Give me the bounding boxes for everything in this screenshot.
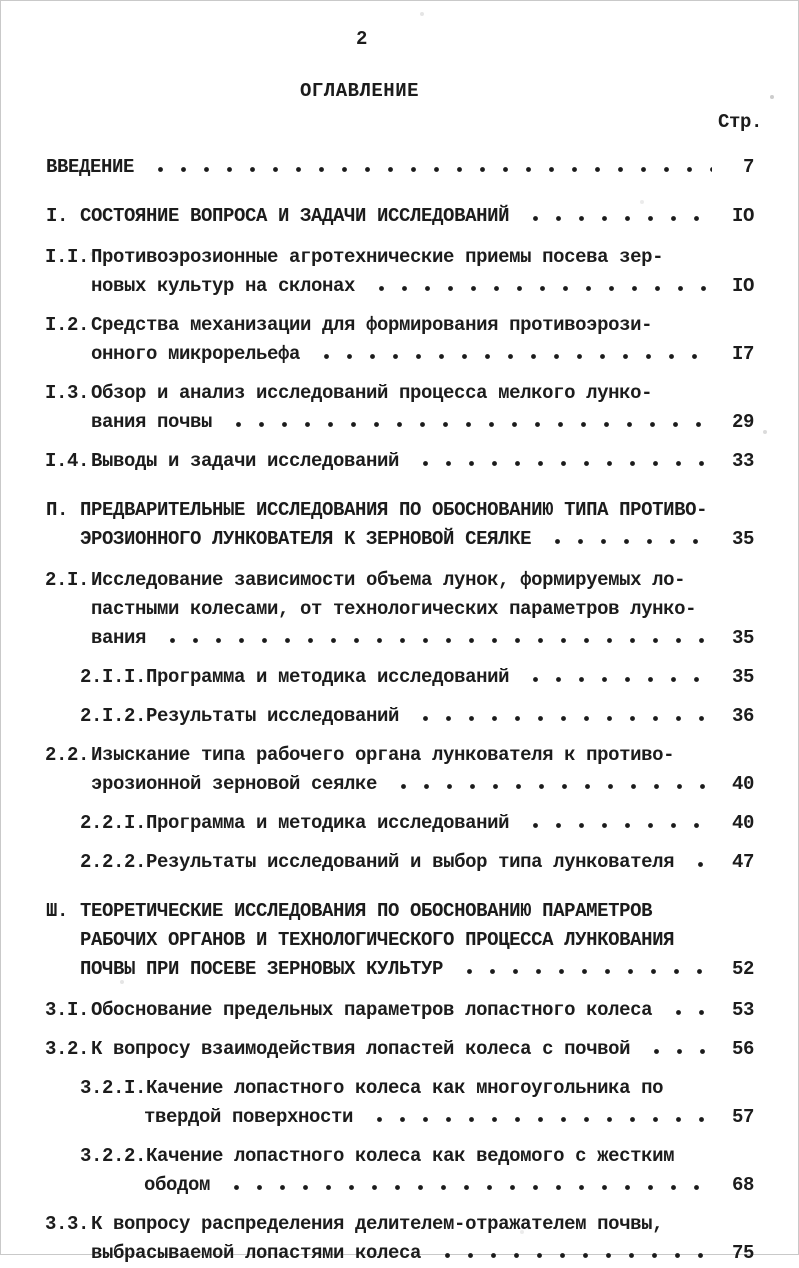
dot-leader: [157, 638, 712, 643]
entry-page-number: 7: [742, 156, 754, 178]
entry-text: Программа и методика исследований: [146, 666, 510, 688]
entry-label: 3.2.2.: [80, 1145, 147, 1167]
toc-entry: [1, 153, 798, 182]
dot-leader: [410, 461, 712, 466]
entry-text: онного микрорельефа: [91, 343, 301, 365]
entry-page-number: 40: [731, 812, 754, 834]
entry-text: ПРЕДВАРИТЕЛЬНЫЕ ИССЛЕДОВАНИЯ ПО ОБОСНОВАНИЮ ТИПА ПРОТИВО-: [80, 499, 708, 521]
dot-leader: [366, 286, 712, 291]
dot-leader: [685, 862, 712, 867]
toc-entry-line: [1, 1035, 798, 1064]
entry-text: Результаты исследований и выбор типа лункователя: [146, 851, 675, 873]
entry-text: ЭРОЗИОННОГО ЛУНКОВАТЕЛЯ К ЗЕРНОВОЙ СЕЯЛКЕ: [80, 528, 532, 550]
toc-entry-line: [1, 243, 798, 272]
entry-page-number: 53: [731, 999, 754, 1021]
entry-text: пастными колесами, от технологических параметров лунко-: [91, 598, 697, 620]
toc-entry: [1, 379, 798, 437]
entry-text: Средства механизации для формирования противоэрози-: [91, 314, 653, 336]
toc-entry: [1, 496, 798, 554]
entry-label: 2.2.I.: [80, 812, 147, 834]
entry-text: Выводы и задачи исследований: [91, 450, 400, 472]
entry-text: выбрасываемой лопастями колеса: [91, 1242, 422, 1264]
entry-page-number: 52: [731, 958, 754, 980]
entry-text: Обзор и анализ исследований процесса мелкого лунко-: [91, 382, 653, 404]
entry-text: Программа и методика исследований: [146, 812, 510, 834]
entry-page-number: 57: [731, 1106, 754, 1128]
dot-leader: [432, 1253, 712, 1258]
toc-entry: [1, 848, 798, 877]
dot-leader: [364, 1117, 712, 1122]
entry-text: ободом: [144, 1174, 211, 1196]
entry-label: 3.2.I.: [80, 1077, 147, 1099]
entry-page-number: 36: [731, 705, 754, 727]
toc-entry-line: [1, 566, 798, 595]
toc-entry-line: [1, 996, 798, 1025]
toc-entry: [1, 897, 798, 984]
entry-text: твердой поверхности: [144, 1106, 354, 1128]
toc-entry: [1, 1142, 798, 1200]
entry-text: эрозионной зерновой сеялке: [91, 773, 378, 795]
entry-label: 2.2.2.: [80, 851, 147, 873]
entry-text: Противоэрозионные агротехнические приемы посева зер-: [91, 246, 664, 268]
toc-entry-line: [1, 926, 798, 955]
toc-entry-line: [1, 311, 798, 340]
entry-text: Изыскание типа рабочего органа лункователя к противо-: [91, 744, 675, 766]
toc-entry-line: [1, 1074, 798, 1103]
toc-entry-line: [1, 663, 798, 692]
page-title: ОГЛАВЛЕНИЕ: [299, 80, 420, 102]
entry-label: I.2.: [45, 314, 90, 336]
toc-entry-line: [1, 595, 798, 624]
entry-page-number: 56: [731, 1038, 754, 1060]
entry-text: Результаты исследований: [146, 705, 400, 727]
entry-page-number: IO: [731, 205, 754, 227]
dot-leader: [520, 677, 712, 682]
toc-entry: [1, 809, 798, 838]
entry-text: Исследование зависимости объема лунок, формируемых ло-: [91, 569, 686, 591]
toc-entry-line: [1, 525, 798, 554]
toc-entry-line: [1, 770, 798, 799]
entry-page-number: 47: [731, 851, 754, 873]
toc-entry-line: [1, 1171, 798, 1200]
dot-leader: [311, 354, 712, 359]
dot-leader: [388, 784, 712, 789]
toc-entry-line: [1, 1210, 798, 1239]
toc-entry-line: [1, 955, 798, 984]
entry-text: РАБОЧИХ ОРГАНОВ И ТЕХНОЛОГИЧЕСКОГО ПРОЦЕССА ЛУНКОВАНИЯ: [80, 929, 675, 951]
entry-page-number: 29: [731, 411, 754, 433]
entry-label: 3.I.: [45, 999, 90, 1021]
toc-entry: [1, 996, 798, 1025]
toc-entry-line: [1, 202, 798, 231]
entry-page-number: 33: [731, 450, 754, 472]
toc-entry-line: [1, 272, 798, 301]
entry-label: П.: [46, 499, 69, 521]
dot-leader: [223, 422, 712, 427]
toc-entry: [1, 566, 798, 653]
entry-label: I.3.: [45, 382, 90, 404]
entry-label: 3.3.: [45, 1213, 90, 1235]
dot-leader: [454, 969, 712, 974]
dot-leader: [542, 539, 712, 544]
dot-leader: [520, 216, 712, 221]
entry-page-number: 35: [731, 666, 754, 688]
entry-label: 2.I.: [45, 569, 90, 591]
toc-entry: [1, 1074, 798, 1132]
entry-label: I.I.: [45, 246, 90, 268]
toc-entry-line: [1, 1239, 798, 1268]
entry-text: ВВЕДЕНИЕ: [46, 156, 135, 178]
toc-entry: [1, 663, 798, 692]
toc-entry-line: [1, 340, 798, 369]
entry-text: ПОЧВЫ ПРИ ПОСЕВЕ ЗЕРНОВЫХ КУЛЬТУР: [80, 958, 444, 980]
entry-text: вания: [91, 627, 147, 649]
toc-entry: [1, 741, 798, 799]
entry-label: 3.2.: [45, 1038, 90, 1060]
toc-entry-line: [1, 1103, 798, 1132]
scan-noise: [1, 1, 3, 3]
toc-entry-line: [1, 702, 798, 731]
scanned-toc-page: [1, 1, 798, 1264]
toc-entry-line: [1, 848, 798, 877]
toc-entry: [1, 202, 798, 231]
dot-leader: [410, 716, 712, 721]
toc-entry-line: [1, 153, 798, 182]
toc-entry-line: [1, 809, 798, 838]
toc-entry-line: [1, 741, 798, 770]
entry-label: 2.I.I.: [80, 666, 147, 688]
toc-entry: [1, 311, 798, 369]
toc-entry-line: [1, 624, 798, 653]
toc-entry: [1, 243, 798, 301]
entry-text: Качение лопастного колеса как ведомого с жестким: [146, 1145, 675, 1167]
entry-page-number: IO: [731, 275, 754, 297]
entry-page-number: 40: [731, 773, 754, 795]
entry-text: Качение лопастного колеса как многоугольника по: [146, 1077, 664, 1099]
toc-entry-line: [1, 496, 798, 525]
entry-text: вания почвы: [91, 411, 213, 433]
toc-entry-line: [1, 379, 798, 408]
entry-page-number: 35: [731, 528, 754, 550]
toc-entry-line: [1, 408, 798, 437]
entry-label: I.4.: [45, 450, 90, 472]
toc-entry-line: [1, 447, 798, 476]
dot-leader: [520, 823, 712, 828]
entry-text: К вопросу взаимодействия лопастей колеса с почвой: [91, 1038, 631, 1060]
toc-entry: [1, 1210, 798, 1268]
entry-page-number: I7: [731, 343, 754, 365]
toc-entry-line: [1, 1142, 798, 1171]
dot-leader: [145, 167, 712, 172]
toc-entry: [1, 447, 798, 476]
entry-page-number: 35: [731, 627, 754, 649]
entry-page-number: 75: [731, 1242, 754, 1264]
entry-label: Ш.: [46, 900, 69, 922]
entry-text: новых культур на склонах: [91, 275, 356, 297]
toc-entry-line: [1, 897, 798, 926]
dot-leader: [663, 1010, 712, 1015]
toc-entries: [1, 153, 798, 1268]
entry-label: I.: [46, 205, 69, 227]
entry-text: Обоснование предельных параметров лопастного колеса: [91, 999, 653, 1021]
entry-text: ТЕОРЕТИЧЕСКИЕ ИССЛЕДОВАНИЯ ПО ОБОСНОВАНИЮ ПАРАМЕТРОВ: [80, 900, 653, 922]
entry-text: К вопросу распределения делителем-отражателем почвы,: [91, 1213, 664, 1235]
entry-text: СОСТОЯНИЕ ВОПРОСА И ЗАДАЧИ ИССЛЕДОВАНИЙ: [80, 205, 510, 227]
page-number: 2: [355, 28, 367, 50]
dot-leader: [221, 1185, 712, 1190]
entry-label: 2.I.2.: [80, 705, 147, 727]
toc-entry: [1, 702, 798, 731]
page-column-header: Стр.: [717, 111, 762, 133]
toc-entry: [1, 1035, 798, 1064]
dot-leader: [641, 1049, 712, 1054]
entry-page-number: 68: [731, 1174, 754, 1196]
entry-label: 2.2.: [45, 744, 90, 766]
